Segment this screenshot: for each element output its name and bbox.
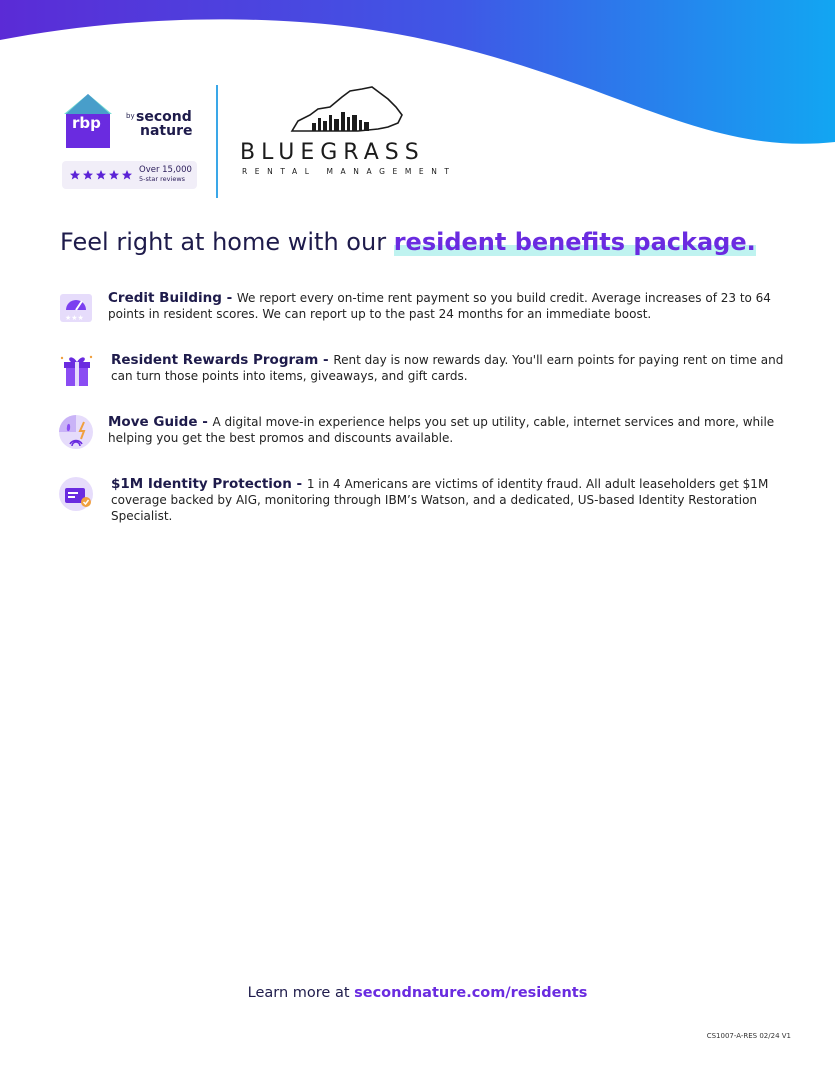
benefit-body: A digital move-in experience helps you set up utility, cable, internet services and more, while helping you get the best promos and discounts available. [108,415,775,445]
credit-gauge-icon [58,290,94,326]
headline-highlight: resident benefits package. [393,228,756,256]
benefit-move-guide [58,414,788,450]
move-guide-icon [58,414,94,450]
residents-link[interactable]: secondnature.com/residents [354,985,588,1001]
reviews-text: Over 15,000 5-star reviews [139,165,192,183]
benefit-title: Move Guide - [108,414,213,430]
benefit-identity-protection [58,476,788,524]
svg-text:rbp: rbp [72,114,101,132]
star-icon [69,169,81,181]
svg-text:★★★: ★★★ [65,314,84,322]
page-headline: Feel right at home with our resident benefits package. [60,228,756,256]
benefit-resident-rewards [58,352,788,388]
partner-name: BLUEGRASS [240,140,425,165]
star-icon [108,169,120,181]
benefit-body: We report every on-time rent payment so you build credit. Average increases of 23 to 64 points in resident scores. We can report up to the past 24 months for an immediate boost. [108,291,771,321]
partner-subtitle: RENTAL MANAGEMENT [242,167,457,176]
rbp-logo [62,90,202,150]
star-rating [69,169,133,181]
bluegrass-kentucky-skyline-icon [238,85,458,140]
benefit-body: 1 in 4 Americans are victims of identity fraud. All adult leaseholders get $1M coverage backed by AIG, monitoring through IBM’s Watson, and a dedicated, US-based Identity Restoration Specialist. [111,477,769,523]
logo-divider [216,85,218,198]
benefit-title: Resident Rewards Program - [111,352,334,368]
star-icon [95,169,107,181]
benefit-title: Credit Building - [108,290,237,306]
id-protection-icon [58,476,94,512]
svg-text:by: by [126,112,135,120]
document-code: CS1007-A-RES 02/24 V1 [706,1032,791,1040]
benefit-title: $1M Identity Protection - [111,476,307,492]
benefit-body: Rent day is now rewards day. You'll earn points for paying rent on time and can turn those points into items, giveaways, and gift cards. [111,353,784,383]
learn-more: Learn more at secondnature.com/residents [247,985,588,1001]
svg-text:nature: nature [140,123,193,139]
star-icon [82,169,94,181]
benefit-credit-building [58,290,788,326]
svg-text:second: second [136,109,192,125]
reviews-badge [62,161,197,189]
gift-icon [58,352,94,388]
star-icon [121,169,133,181]
